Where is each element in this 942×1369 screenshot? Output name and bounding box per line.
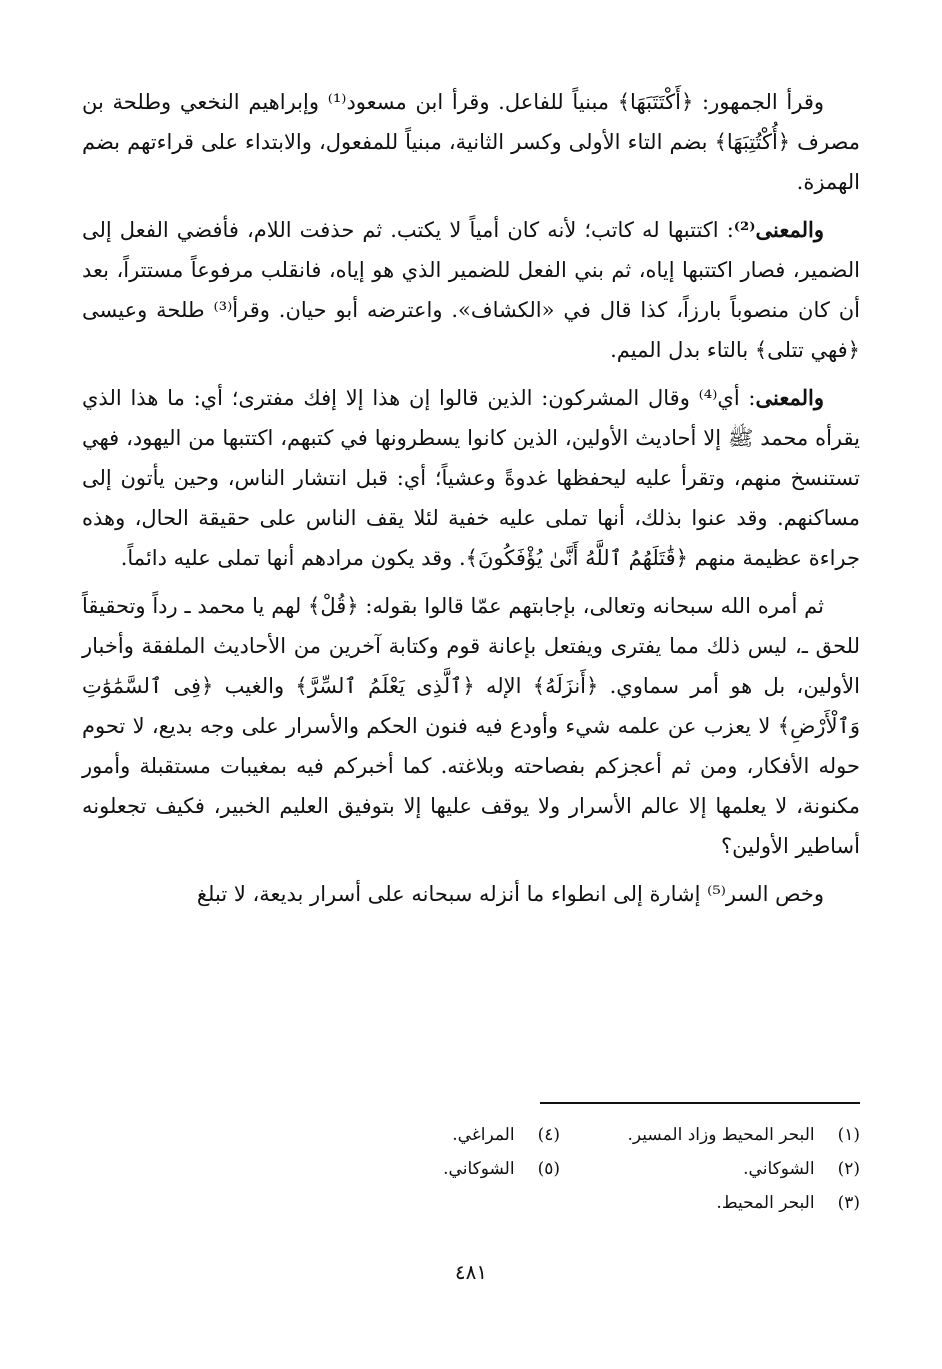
paragraph-text: ثم أمره الله سبحانه وتعالى، بإجابتهم عمّا قالوا بقوله: ﴿قُلْ﴾ لهم يا محمد ـ رداً وتحقيقاً للحق ـ، ليس ذلك مما يفترى ويفتعل بإعانة قوم وكتابة آخرين من الأحاديث الملفقة وأخبار الأولين، بل هو أمر سماوي. ﴿أَنزَلَهُ﴾ الإله ﴿ٱلَّذِى يَعْلَمُ ٱلسِّرَّ﴾ والغيب ﴿فِى ٱلسَّمَٰوَٰتِ وَٱلْأَرْضِ﴾ لا يعزب عن علمه شيء وأودع فيه فنون الحكم والأسرار على وجه بديع، لا تحوم حوله الأفكار، ومن ثم أعجزكم بفصاحته وبلاغته. كما أخبركم فيه بمغيبات مستقبلة وأمور مكنونة، لا يعلمها إلا عالم الأسرار ولا يوقف عليها إلا بتوفيق العليم الخبير، فكيف تجعلونه أساطير الأولين؟ bbox=[82, 594, 860, 858]
footnote-text: الشوكاني. bbox=[443, 1159, 515, 1179]
paragraph-text: : أي⁽⁴⁾ وقال المشركون: الذين قالوا إن هذا إلا إفك مفترى؛ أي: ما هذا الذي يقرأه محمد ﷺ إلا أحاديث الأولين، الذين كانوا يسطرونها في كتبهم، اكتتبها من اليهود، فهي تستنسخ منهم، وتقرأ عليه ليحفظها غدوةً وعشياً؛ أي: قبل انتشار الناس، وحين يأتون إلى مساكنهم. وقد عنوا بذلك، أنها تملى عليه خفية لئلا يقف الناس على حقيقة الحال، وهذه جراءة عظيمة منهم ﴿قَٰتَلَهُمُ ٱللَّهُ أَنَّىٰ يُؤْفَكُونَ﴾. وقد يكون مرادهم أنها تملى عليه دائماً. bbox=[82, 386, 860, 570]
paragraph-text: وخص السر⁽⁵⁾ إشارة إلى انطواء ما أنزله سبحانه على أسرار بديعة، لا تبلغ bbox=[196, 882, 824, 906]
footnote-text: الشوكاني. bbox=[743, 1159, 815, 1179]
footnote-number: (٢) bbox=[837, 1159, 860, 1179]
footnotes-left-column bbox=[300, 1118, 560, 1220]
paragraph-text: وقرأ الجمهور: ﴿أَكْتَتَبَهَا﴾ مبنياً للفاعل. وقرأ ابن مسعود⁽¹⁾ وإبراهيم النخعي وطلحة بن مصرف ﴿أُكْتُتِبَهَا﴾ بضم التاء الأولى وكسر الثانية، مبنياً للمفعول، والابتداء على قراءتهم بضم الهمزة. bbox=[82, 90, 860, 194]
footnotes-right-column bbox=[600, 1118, 860, 1220]
footnote-text: البحر المحيط وزاد المسير. bbox=[627, 1125, 815, 1145]
paragraph-5 bbox=[82, 874, 860, 914]
paragraph-lead: والمعنى⁽²⁾ bbox=[733, 217, 824, 242]
main-text bbox=[82, 82, 860, 914]
footnote-text: البحر المحيط. bbox=[716, 1193, 815, 1213]
footnotes bbox=[300, 1118, 860, 1220]
footnote-number: (٣) bbox=[837, 1193, 860, 1213]
footnote-text: المراغي. bbox=[452, 1125, 515, 1145]
footnote-number: (٤) bbox=[537, 1125, 560, 1145]
page bbox=[82, 82, 860, 1352]
footnote-divider bbox=[540, 1102, 860, 1104]
footnote-4 bbox=[300, 1118, 560, 1152]
footnote-1 bbox=[600, 1118, 860, 1152]
footnote-2 bbox=[600, 1152, 860, 1186]
footnote-number: (٥) bbox=[537, 1159, 560, 1179]
footnote-5 bbox=[300, 1152, 560, 1186]
paragraph-3 bbox=[82, 378, 860, 578]
paragraph-lead: والمعنى bbox=[755, 385, 824, 410]
paragraph-1 bbox=[82, 82, 860, 202]
footnote-number: (١) bbox=[837, 1125, 860, 1145]
paragraph-4 bbox=[82, 586, 860, 866]
paragraph-2 bbox=[82, 210, 860, 370]
page-number: ٤٨١ bbox=[454, 1260, 488, 1284]
paragraph-text: : اكتتبها له كاتب؛ لأنه كان أمياً لا يكتب. ثم حذفت اللام، فأفضي الفعل إلى الضمير، فصار اكتتبها إياه، ثم بني الفعل للضمير الذي هو إياه، فانقلب مرفوعاً مستتراً، بعد أن كان منصوباً بارزاً، كذا قال في «الكشاف». واعترضه أبو حيان. وقرأ⁽³⁾ طلحة وعيسى ﴿فهي تتلى﴾ بالتاء بدل الميم. bbox=[82, 218, 861, 362]
footnote-3 bbox=[600, 1186, 860, 1220]
